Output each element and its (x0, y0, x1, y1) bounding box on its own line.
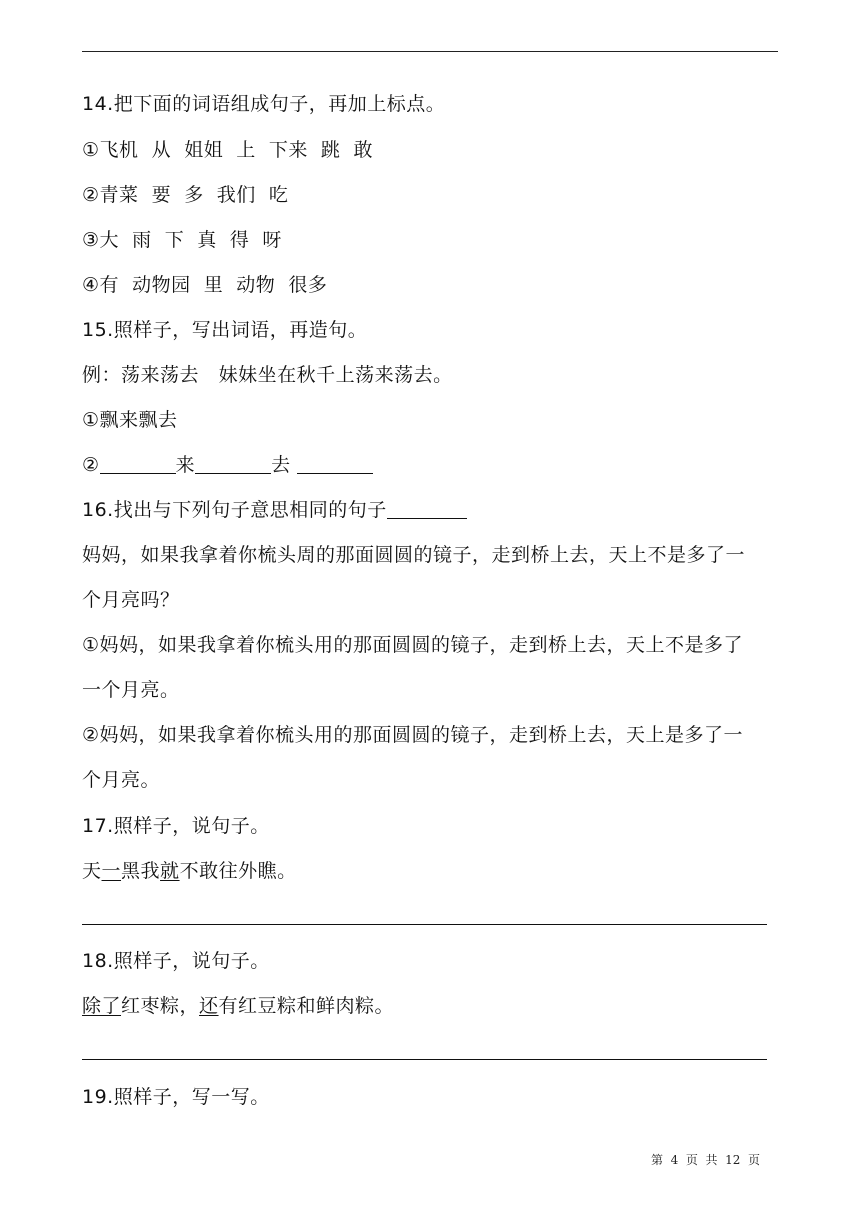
q18-ex-part: 有红豆粽和鲜肉粽。 (218, 995, 395, 1017)
q19-title: 19.照样子，写一写。 (82, 1086, 270, 1108)
q18-example (82, 994, 394, 1018)
page-footer: 第 4 页 共 12 页 (650, 1153, 760, 1167)
answer-blank[interactable] (297, 455, 373, 474)
q17-ex-part: 天 (82, 860, 102, 882)
q16-title: 16.找出与下列句子意思相同的句子 (82, 499, 387, 521)
q16-sentence-line-1: 妈妈，如果我拿着你梳头周的那面圆圆的镜子，走到桥上去，天上不是多了一 (82, 544, 746, 566)
q18-ex-underlined: 还 (199, 995, 219, 1017)
q16-title-row (82, 498, 467, 522)
q17-answer-line[interactable] (82, 924, 767, 925)
q14-item-2: ②青菜 要 多 我们 吃 (82, 184, 289, 206)
q18-ex-underlined: 除了 (82, 995, 122, 1017)
q14-item-3: ③大 雨 下 真 得 呀 (82, 229, 282, 251)
q16-option-2-line-2: 个月亮。 (82, 769, 161, 791)
q17-title: 17.照样子，说句子。 (82, 815, 270, 837)
q17-example (82, 859, 297, 883)
q16-sentence-line-2: 个月亮吗？ (82, 589, 180, 611)
q18-ex-part: 红枣粽， (121, 995, 200, 1017)
q16-option-2-line-1: ②妈妈，如果我拿着你梳头用的那面圆圆的镜子，走到桥上去，天上是多了一 (82, 724, 744, 746)
q15-example: 例：荡来荡去 妹妹坐在秋千上荡来荡去。 (82, 364, 453, 386)
answer-blank[interactable] (100, 455, 176, 474)
q16-option-1-line-1: ①妈妈，如果我拿着你梳头用的那面圆圆的镜子，走到桥上去，天上不是多了 (82, 634, 744, 656)
q16-option-1-line-2: 一个月亮。 (82, 679, 180, 701)
q14-item-1: ①飞机 从 姐姐 上 下来 跳 敢 (82, 139, 374, 161)
q17-ex-underlined: 一 (101, 860, 122, 882)
q15-item-2-mid: 来 (175, 454, 196, 476)
answer-blank[interactable] (387, 500, 467, 519)
q18-title: 18.照样子，说句子。 (82, 950, 270, 972)
header-rule (82, 51, 778, 52)
q18-answer-line[interactable] (82, 1059, 767, 1060)
q15-item-2 (82, 453, 373, 477)
q15-item-1: ①飘来飘去 (82, 409, 178, 431)
q17-ex-underlined: 就 (160, 860, 180, 882)
q15-item-2-end: 去 (271, 454, 291, 476)
answer-blank[interactable] (195, 455, 271, 474)
q17-ex-part: 不敢往外瞧。 (179, 860, 297, 882)
q14-item-4: ④有 动物园 里 动物 很多 (82, 274, 328, 296)
q14-title: 14.把下面的词语组成句子，再加上标点。 (82, 93, 446, 115)
q15-item-2-prefix: ② (82, 454, 100, 476)
q15-title: 15.照样子，写出词语，再造句。 (82, 319, 368, 341)
q17-ex-part: 黑我 (121, 860, 161, 882)
